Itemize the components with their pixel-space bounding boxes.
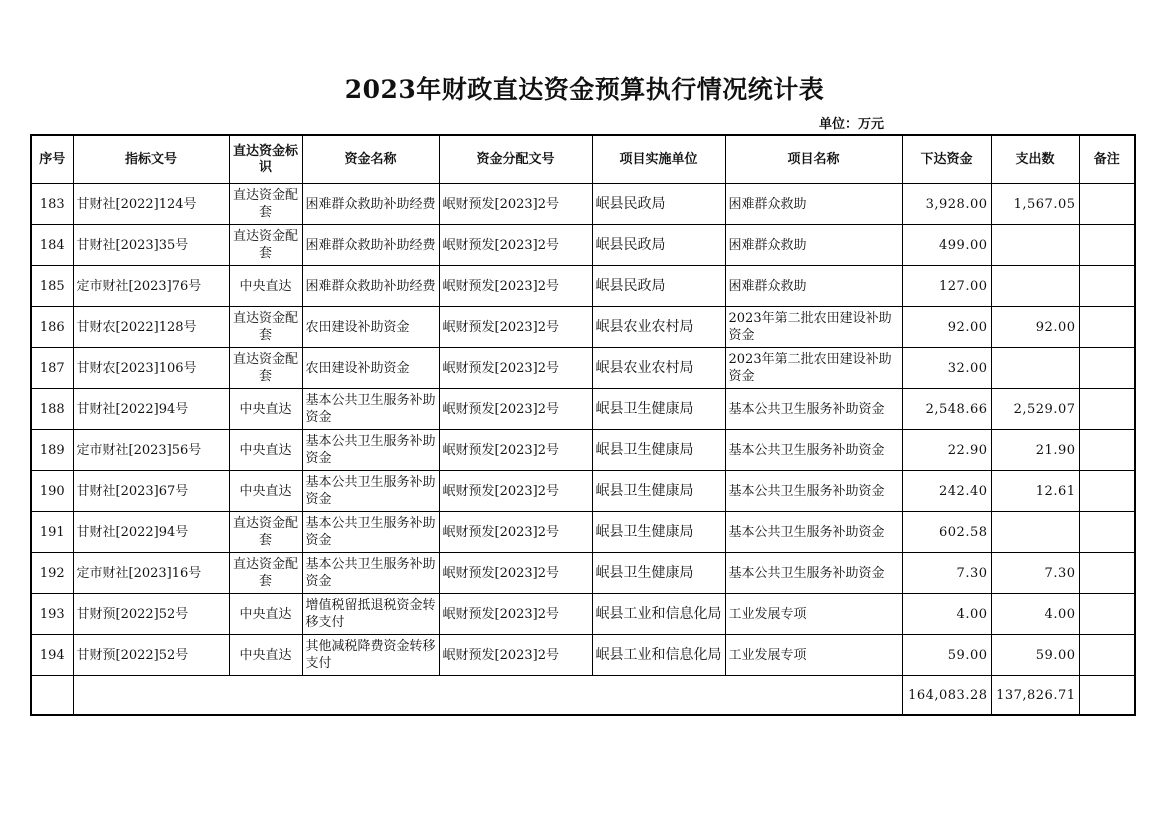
header-impl-unit: 项目实施单位 bbox=[592, 135, 725, 184]
table-row bbox=[31, 594, 1135, 635]
row-project-name: 基本公共卫生服务补助资金 bbox=[725, 389, 902, 430]
row-impl-unit: 岷县工业和信息化局 bbox=[592, 635, 725, 676]
row-direct-mark: 直达资金配套 bbox=[229, 184, 302, 225]
row-seq: 186 bbox=[31, 307, 73, 348]
row-impl-unit: 岷县卫生健康局 bbox=[592, 430, 725, 471]
row-fund-name: 基本公共卫生服务补助资金 bbox=[302, 512, 439, 553]
row-issued: 4.00 bbox=[902, 594, 991, 635]
row-seq: 192 bbox=[31, 553, 73, 594]
row-impl-unit: 岷县卫生健康局 bbox=[592, 389, 725, 430]
row-doc-no: 甘财社[2023]35号 bbox=[73, 225, 229, 266]
row-alloc-doc: 岷财预发[2023]2号 bbox=[439, 184, 592, 225]
row-doc-no: 甘财社[2022]94号 bbox=[73, 512, 229, 553]
row-spent: 1,567.05 bbox=[991, 184, 1079, 225]
row-note bbox=[1079, 184, 1135, 225]
row-note bbox=[1079, 594, 1135, 635]
row-issued: 32.00 bbox=[902, 348, 991, 389]
row-impl-unit: 岷县卫生健康局 bbox=[592, 471, 725, 512]
row-fund-name: 基本公共卫生服务补助资金 bbox=[302, 430, 439, 471]
table-row bbox=[31, 184, 1135, 225]
total-issued: 164,083.28 bbox=[902, 676, 991, 716]
row-issued: 127.00 bbox=[902, 266, 991, 307]
row-alloc-doc: 岷财预发[2023]2号 bbox=[439, 307, 592, 348]
row-fund-name: 困难群众救助补助经费 bbox=[302, 184, 439, 225]
table-row bbox=[31, 389, 1135, 430]
row-spent bbox=[991, 266, 1079, 307]
row-fund-name: 困难群众救助补助经费 bbox=[302, 225, 439, 266]
row-project-name: 2023年第二批农田建设补助资金 bbox=[725, 307, 902, 348]
row-note bbox=[1079, 635, 1135, 676]
total-note bbox=[1079, 676, 1135, 716]
row-fund-name: 农田建设补助资金 bbox=[302, 348, 439, 389]
row-doc-no: 甘财社[2022]124号 bbox=[73, 184, 229, 225]
row-alloc-doc: 岷财预发[2023]2号 bbox=[439, 225, 592, 266]
row-note bbox=[1079, 553, 1135, 594]
row-project-name: 2023年第二批农田建设补助资金 bbox=[725, 348, 902, 389]
row-doc-no: 甘财预[2022]52号 bbox=[73, 594, 229, 635]
row-seq: 189 bbox=[31, 430, 73, 471]
row-spent bbox=[991, 348, 1079, 389]
table-row bbox=[31, 348, 1135, 389]
row-spent: 92.00 bbox=[991, 307, 1079, 348]
row-alloc-doc: 岷财预发[2023]2号 bbox=[439, 471, 592, 512]
row-fund-name: 增值税留抵退税资金转移支付 bbox=[302, 594, 439, 635]
row-fund-name: 其他减税降费资金转移支付 bbox=[302, 635, 439, 676]
row-direct-mark: 直达资金配套 bbox=[229, 553, 302, 594]
total-seq bbox=[31, 676, 73, 716]
budget-table bbox=[30, 134, 1136, 716]
row-direct-mark: 直达资金配套 bbox=[229, 225, 302, 266]
row-alloc-doc: 岷财预发[2023]2号 bbox=[439, 594, 592, 635]
page-title: 2023年财政直达资金预算执行情况统计表 bbox=[344, 75, 825, 104]
row-issued: 59.00 bbox=[902, 635, 991, 676]
row-fund-name: 困难群众救助补助经费 bbox=[302, 266, 439, 307]
row-note bbox=[1079, 307, 1135, 348]
row-alloc-doc: 岷财预发[2023]2号 bbox=[439, 635, 592, 676]
row-seq: 187 bbox=[31, 348, 73, 389]
row-impl-unit: 岷县农业农村局 bbox=[592, 348, 725, 389]
row-doc-no: 甘财农[2023]106号 bbox=[73, 348, 229, 389]
row-seq: 191 bbox=[31, 512, 73, 553]
row-doc-no: 甘财农[2022]128号 bbox=[73, 307, 229, 348]
row-impl-unit: 岷县工业和信息化局 bbox=[592, 594, 725, 635]
unit-label: 单位：万元 bbox=[819, 117, 885, 132]
row-impl-unit: 岷县民政局 bbox=[592, 266, 725, 307]
total-row bbox=[31, 676, 1135, 716]
row-doc-no: 甘财预[2022]52号 bbox=[73, 635, 229, 676]
row-seq: 185 bbox=[31, 266, 73, 307]
row-seq: 188 bbox=[31, 389, 73, 430]
table-row bbox=[31, 266, 1135, 307]
row-note bbox=[1079, 225, 1135, 266]
table-row bbox=[31, 512, 1135, 553]
header-doc-no: 指标文号 bbox=[73, 135, 229, 184]
header-project-name: 项目名称 bbox=[725, 135, 902, 184]
row-direct-mark: 直达资金配套 bbox=[229, 307, 302, 348]
row-impl-unit: 岷县卫生健康局 bbox=[592, 553, 725, 594]
row-issued: 3,928.00 bbox=[902, 184, 991, 225]
row-direct-mark: 中央直达 bbox=[229, 594, 302, 635]
header-direct-mark: 直达资金标识 bbox=[229, 135, 302, 184]
header-spent: 支出数 bbox=[991, 135, 1079, 184]
row-alloc-doc: 岷财预发[2023]2号 bbox=[439, 389, 592, 430]
header-fund-name: 资金名称 bbox=[302, 135, 439, 184]
row-alloc-doc: 岷财预发[2023]2号 bbox=[439, 348, 592, 389]
row-note bbox=[1079, 348, 1135, 389]
row-alloc-doc: 岷财预发[2023]2号 bbox=[439, 266, 592, 307]
header-row bbox=[31, 135, 1135, 184]
row-spent bbox=[991, 512, 1079, 553]
row-alloc-doc: 岷财预发[2023]2号 bbox=[439, 553, 592, 594]
row-project-name: 困难群众救助 bbox=[725, 184, 902, 225]
row-doc-no: 甘财社[2022]94号 bbox=[73, 389, 229, 430]
row-doc-no: 定市财社[2023]56号 bbox=[73, 430, 229, 471]
row-direct-mark: 中央直达 bbox=[229, 266, 302, 307]
header-note: 备注 bbox=[1079, 135, 1135, 184]
table-row bbox=[31, 225, 1135, 266]
row-project-name: 工业发展专项 bbox=[725, 594, 902, 635]
table-row bbox=[31, 307, 1135, 348]
row-direct-mark: 中央直达 bbox=[229, 389, 302, 430]
row-project-name: 基本公共卫生服务补助资金 bbox=[725, 430, 902, 471]
row-project-name: 基本公共卫生服务补助资金 bbox=[725, 471, 902, 512]
header-issued: 下达资金 bbox=[902, 135, 991, 184]
total-label bbox=[73, 676, 902, 716]
row-fund-name: 基本公共卫生服务补助资金 bbox=[302, 553, 439, 594]
row-impl-unit: 岷县民政局 bbox=[592, 225, 725, 266]
row-direct-mark: 中央直达 bbox=[229, 471, 302, 512]
row-project-name: 困难群众救助 bbox=[725, 225, 902, 266]
row-note bbox=[1079, 471, 1135, 512]
row-issued: 602.58 bbox=[902, 512, 991, 553]
row-issued: 242.40 bbox=[902, 471, 991, 512]
row-fund-name: 农田建设补助资金 bbox=[302, 307, 439, 348]
row-project-name: 基本公共卫生服务补助资金 bbox=[725, 553, 902, 594]
row-spent: 7.30 bbox=[991, 553, 1079, 594]
row-note bbox=[1079, 266, 1135, 307]
row-seq: 193 bbox=[31, 594, 73, 635]
row-spent: 59.00 bbox=[991, 635, 1079, 676]
row-impl-unit: 岷县卫生健康局 bbox=[592, 512, 725, 553]
row-doc-no: 甘财社[2023]67号 bbox=[73, 471, 229, 512]
row-spent: 2,529.07 bbox=[991, 389, 1079, 430]
total-spent: 137,826.71 bbox=[991, 676, 1079, 716]
row-spent bbox=[991, 225, 1079, 266]
row-direct-mark: 直达资金配套 bbox=[229, 348, 302, 389]
row-issued: 2,548.66 bbox=[902, 389, 991, 430]
row-alloc-doc: 岷财预发[2023]2号 bbox=[439, 430, 592, 471]
row-project-name: 工业发展专项 bbox=[725, 635, 902, 676]
row-note bbox=[1079, 430, 1135, 471]
row-issued: 499.00 bbox=[902, 225, 991, 266]
table-row bbox=[31, 430, 1135, 471]
row-note bbox=[1079, 389, 1135, 430]
row-direct-mark: 中央直达 bbox=[229, 635, 302, 676]
row-project-name: 基本公共卫生服务补助资金 bbox=[725, 512, 902, 553]
row-doc-no: 定市财社[2023]76号 bbox=[73, 266, 229, 307]
row-fund-name: 基本公共卫生服务补助资金 bbox=[302, 471, 439, 512]
table-row bbox=[31, 471, 1135, 512]
row-fund-name: 基本公共卫生服务补助资金 bbox=[302, 389, 439, 430]
row-doc-no: 定市财社[2023]16号 bbox=[73, 553, 229, 594]
row-direct-mark: 直达资金配套 bbox=[229, 512, 302, 553]
row-alloc-doc: 岷财预发[2023]2号 bbox=[439, 512, 592, 553]
row-seq: 183 bbox=[31, 184, 73, 225]
row-spent: 12.61 bbox=[991, 471, 1079, 512]
row-issued: 22.90 bbox=[902, 430, 991, 471]
header-alloc-doc: 资金分配文号 bbox=[439, 135, 592, 184]
table-row bbox=[31, 553, 1135, 594]
row-seq: 194 bbox=[31, 635, 73, 676]
row-impl-unit: 岷县民政局 bbox=[592, 184, 725, 225]
row-seq: 184 bbox=[31, 225, 73, 266]
row-note bbox=[1079, 512, 1135, 553]
row-spent: 21.90 bbox=[991, 430, 1079, 471]
row-issued: 92.00 bbox=[902, 307, 991, 348]
row-spent: 4.00 bbox=[991, 594, 1079, 635]
row-issued: 7.30 bbox=[902, 553, 991, 594]
header-seq: 序号 bbox=[31, 135, 73, 184]
table-row bbox=[31, 635, 1135, 676]
row-seq: 190 bbox=[31, 471, 73, 512]
row-impl-unit: 岷县农业农村局 bbox=[592, 307, 725, 348]
row-project-name: 困难群众救助 bbox=[725, 266, 902, 307]
row-direct-mark: 中央直达 bbox=[229, 430, 302, 471]
